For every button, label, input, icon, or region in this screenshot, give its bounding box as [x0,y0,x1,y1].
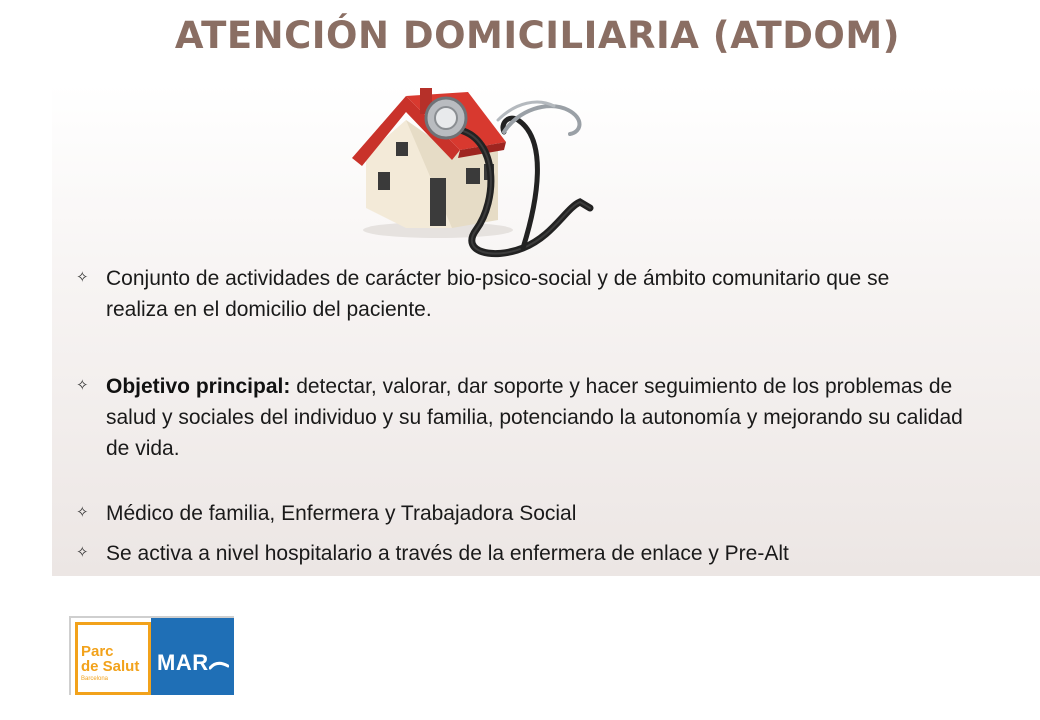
bullet-text: Médico de familia, Enfermera y Trabajadora Social [106,502,577,525]
bullet-marker-icon: ✧ [76,503,89,521]
bullet-text: Se activa a nivel hospitalario a través de la enfermera de enlace y Pre-Alt [106,542,789,565]
logo-blue-panel [151,616,234,695]
bullet-item [76,538,789,569]
bullet-bold-label: Objetivo principal: [106,375,291,398]
bullet-marker-icon: ✧ [76,376,89,394]
bullet-marker-icon: ✧ [76,268,89,286]
bullet-text: Conjunto de actividades de carácter bio-psico-social y de ámbito comunitario que se realiza en el domicilio del paciente. [106,267,890,321]
logo-text-barcelona: Barcelona [81,676,109,682]
bullet-item [76,263,896,325]
bullet-marker-icon: ✧ [76,543,89,561]
bullet-item [76,498,576,529]
slide-title: ATENCIÓN DOMICILIARIA (ATDOM) [174,14,901,57]
house-stethoscope-icon [348,80,598,260]
logo-wave-icon [209,660,229,672]
logo-text-mar: MAR [157,650,209,675]
bullet-text [106,371,986,464]
logo-text-parc: Parc [81,643,114,660]
logo-text-de-salut: de Salut [81,658,140,675]
bullet-item [76,371,986,464]
bullet-body: detectar, valorar, dar soporte y hacer seguimiento de los problemas de salud y sociales del individuo y su familia, potenciando la autonomía y mejorando su calidad de vida. [106,375,963,460]
parc-de-salut-mar-logo [69,616,234,695]
logo-orange-panel [69,616,151,695]
